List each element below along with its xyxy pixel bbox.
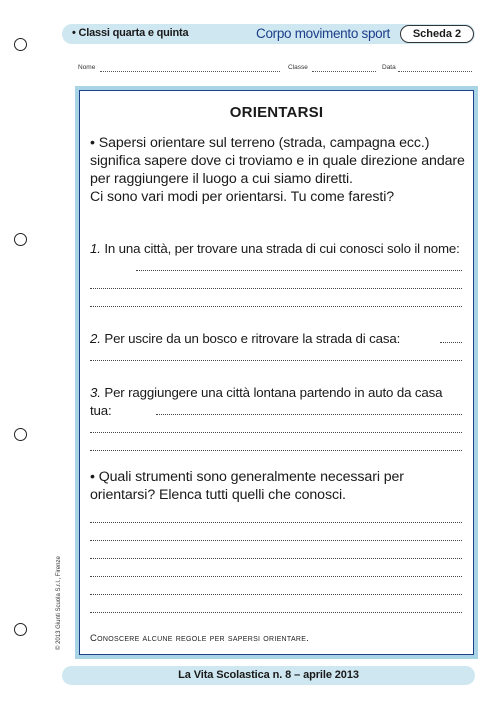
- binder-hole: [14, 428, 27, 441]
- tools-question: [90, 468, 466, 504]
- question-text: Per uscire da un bosco e ritrovare la strada di casa:: [104, 331, 401, 346]
- question-2: [90, 330, 466, 348]
- answer-line[interactable]: [156, 414, 462, 415]
- question-text: In una città, per trovare una strada di cui conosci solo il nome:: [104, 241, 460, 256]
- footer-bar: [62, 666, 475, 685]
- answer-line[interactable]: [90, 540, 462, 541]
- question-number: 1.: [90, 241, 101, 256]
- answer-line[interactable]: [90, 594, 462, 595]
- answer-line[interactable]: [90, 576, 462, 577]
- question-number: 3.: [90, 385, 101, 400]
- question-number: 2.: [90, 331, 101, 346]
- answer-line[interactable]: [136, 270, 462, 271]
- name-label: Nome: [78, 64, 96, 71]
- copyright-text: © 2013 Giunti Scuola S.r.l., Firenze: [56, 556, 62, 650]
- worksheet-title: ORIENTARSI: [229, 104, 324, 121]
- answer-line[interactable]: [90, 558, 462, 559]
- tools-question-text: • Quali strumenti sono generalmente necessari per orientarsi? Elenca tutti quelli che conosci.: [90, 469, 404, 503]
- binder-hole: [14, 233, 27, 246]
- answer-line[interactable]: [90, 450, 462, 451]
- answer-line[interactable]: [90, 522, 462, 523]
- answer-line[interactable]: [90, 306, 462, 307]
- publication-info: La Vita Scolastica n. 8 – aprile 2013: [178, 669, 359, 681]
- intro-bullet: • Sapersi orientare sul terreno (strada, campagna ecc.) significa sapere dove ci troviamo e in quale direzione andare per raggiungere il luogo a cui siamo diretti.: [90, 135, 465, 187]
- question-1: [90, 240, 466, 258]
- header-bar: [62, 24, 475, 44]
- class-label: Classe: [288, 64, 308, 71]
- answer-line[interactable]: [440, 342, 462, 343]
- learning-objective: Conoscere alcune regole per sapersi orientare.: [90, 633, 310, 644]
- subject-title: Corpo movimento sport: [256, 26, 391, 41]
- answer-line[interactable]: [90, 360, 462, 361]
- binder-hole: [14, 38, 27, 51]
- intro-text: [90, 134, 466, 206]
- class-level: • Classi quarta e quinta: [72, 27, 189, 39]
- answer-line[interactable]: [90, 612, 462, 613]
- sheet-badge: Scheda 2: [400, 25, 474, 43]
- name-field[interactable]: [100, 64, 280, 72]
- class-field[interactable]: [312, 64, 376, 72]
- answer-line[interactable]: [90, 288, 462, 289]
- intro-question: Ci sono vari modi per orientarsi. Tu come faresti?: [90, 189, 395, 205]
- date-label: Data: [382, 64, 396, 71]
- question-text: Per raggiungere una città lontana partendo in auto da casa tua:: [90, 385, 443, 418]
- date-field[interactable]: [398, 64, 472, 72]
- name-row: [78, 64, 474, 76]
- binder-hole: [14, 623, 27, 636]
- answer-line[interactable]: [90, 432, 462, 433]
